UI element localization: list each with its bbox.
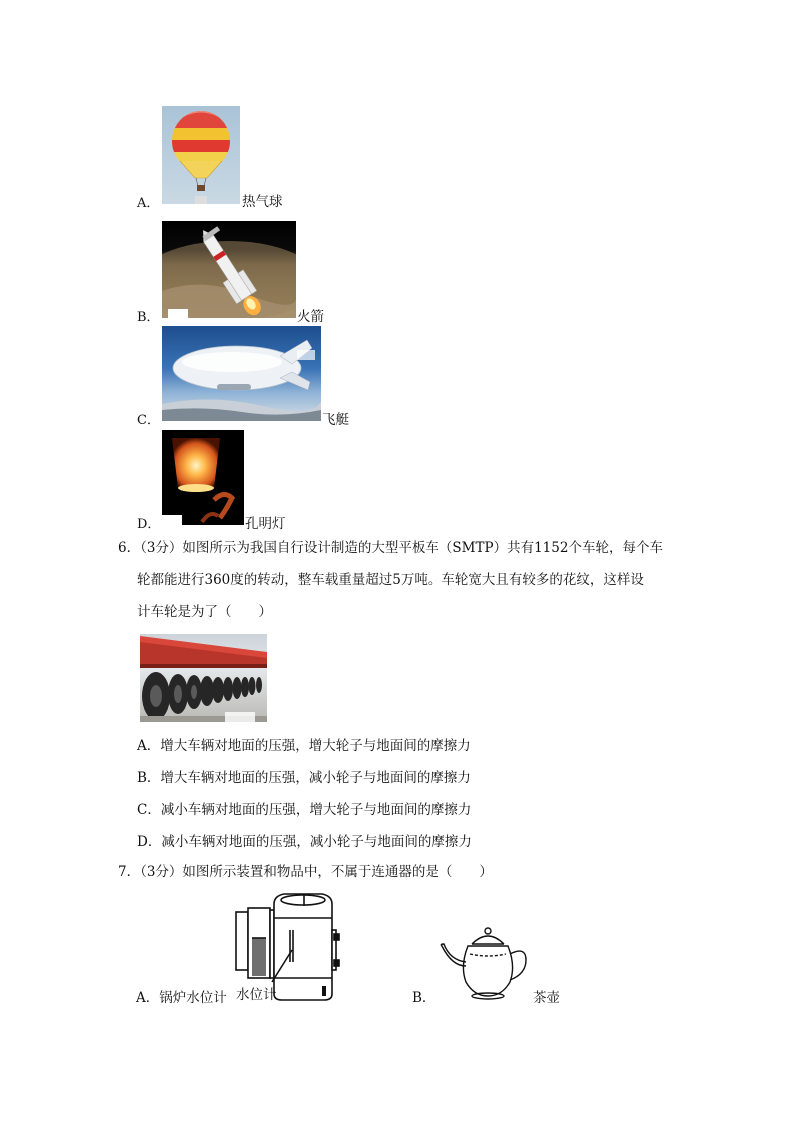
q6-option-c[interactable]: C．减小车辆对地面的压强，增大轮子与地面间的摩擦力 bbox=[137, 802, 472, 818]
option-row-b bbox=[137, 307, 160, 328]
sky-lantern-image bbox=[162, 430, 244, 525]
option-label-teapot: 茶壶 bbox=[533, 990, 560, 1006]
option-letter: B． bbox=[137, 310, 160, 325]
q6-option-a[interactable]: A．增大车辆对地面的压强，增大轮子与地面间的摩擦力 bbox=[137, 738, 471, 754]
option-letter: C． bbox=[137, 413, 160, 428]
rocket-image bbox=[162, 221, 296, 318]
water-gauge-callout: 水位计 bbox=[236, 987, 277, 1003]
teapot-image bbox=[438, 926, 530, 1000]
option-letter: A． bbox=[137, 196, 160, 211]
airship-image bbox=[162, 326, 321, 421]
q6-option-d[interactable]: D．减小车辆对地面的压强，减小轮子与地面间的摩擦力 bbox=[137, 834, 472, 850]
q6-stem-line-1: 6．（3分）如图所示为我国自行设计制造的大型平板车（SMTP）共有1152个车轮，每个车 bbox=[118, 540, 663, 556]
flatbed-truck-wheels-image bbox=[140, 634, 267, 722]
option-letter: D． bbox=[137, 517, 161, 532]
option-label-sky-lantern: 孔明灯 bbox=[245, 516, 286, 532]
q7-option-a[interactable] bbox=[136, 988, 227, 1008]
q7-option-b-letter[interactable]: B． bbox=[412, 990, 436, 1006]
q6-option-b[interactable]: B．增大车辆对地面的压强，减小轮子与地面间的摩擦力 bbox=[137, 770, 471, 786]
option-label-boiler-water-gauge: 锅炉水位计 bbox=[159, 990, 227, 1006]
option-label-hot-air-balloon: 热气球 bbox=[242, 194, 283, 210]
q6-stem-line-3: 计车轮是为了（ ） bbox=[137, 604, 272, 620]
hot-air-balloon-image bbox=[162, 106, 240, 204]
option-label-airship: 飞艇 bbox=[322, 412, 349, 428]
option-row-c bbox=[137, 410, 160, 431]
q6-stem-line-2: 轮都能进行360度的转动，整车载重量超过5万吨。车轮宽大且有较多的花纹，这样设 bbox=[137, 572, 644, 588]
option-row-a bbox=[137, 193, 159, 214]
option-row-d bbox=[137, 514, 160, 535]
q7-stem: 7．（3分）如图所示装置和物品中，不属于连通器的是（ ） bbox=[118, 864, 493, 880]
option-label-rocket: 火箭 bbox=[297, 309, 324, 325]
option-letter: A． bbox=[136, 990, 160, 1006]
